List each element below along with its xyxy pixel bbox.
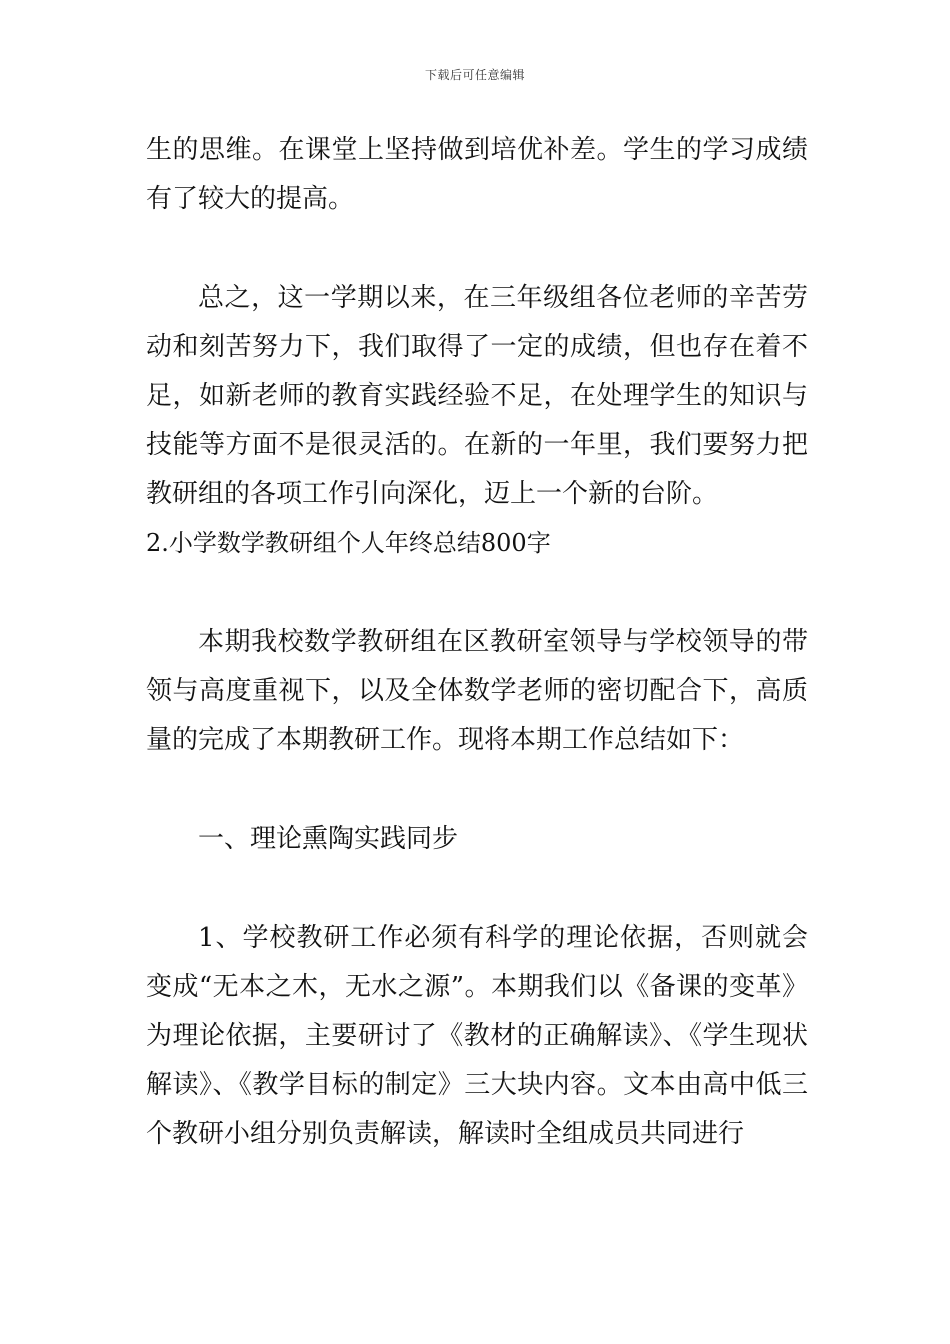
paragraph-continuation: 生的思维。在课堂上坚持做到培优补差。学生的学习成绩有了较大的提高。 — [146, 135, 808, 214]
paragraph-summary: 总之，这一学期以来，在三年级组各位老师的辛苦劳动和刻苦努力下，我们取得了一定的成绩，但也存在着不足，如新老师的教育实践经验不足，在处理学生的知识与技能等方面不是很灵活的。在新的一年里，我们要努力把教研组的各项工作引向深化，迈上一个新的台阶。 — [146, 283, 808, 509]
paragraph-intro: 本期我校数学教研组在区教研室领导与学校领导的带领与高度重视下，以及全体数学老师的密切配合下，高质量的完成了本期教研工作。现将本期工作总结如下： — [146, 627, 808, 755]
page-header: 下载后可任意编辑 — [424, 68, 525, 82]
subsection-heading-1: 一、理论熏陶实践同步 — [198, 824, 459, 854]
paragraph-theory: 1、学校教研工作必须有科学的理论依据，否则就会变成“无本之木，无水之源”。本期我们以《备课的变革》为理论依据，主要研讨了《教材的正确解读》、《学生现状解读》、《教学目标的制定》三大块内容。文本由高中低三个教研小组分别负责解读，解读时全组成员共同进行 — [146, 923, 808, 1149]
document-body — [146, 126, 808, 1159]
section-heading-2: 2.小学数学教研组个人年终总结800字 — [146, 529, 551, 557]
